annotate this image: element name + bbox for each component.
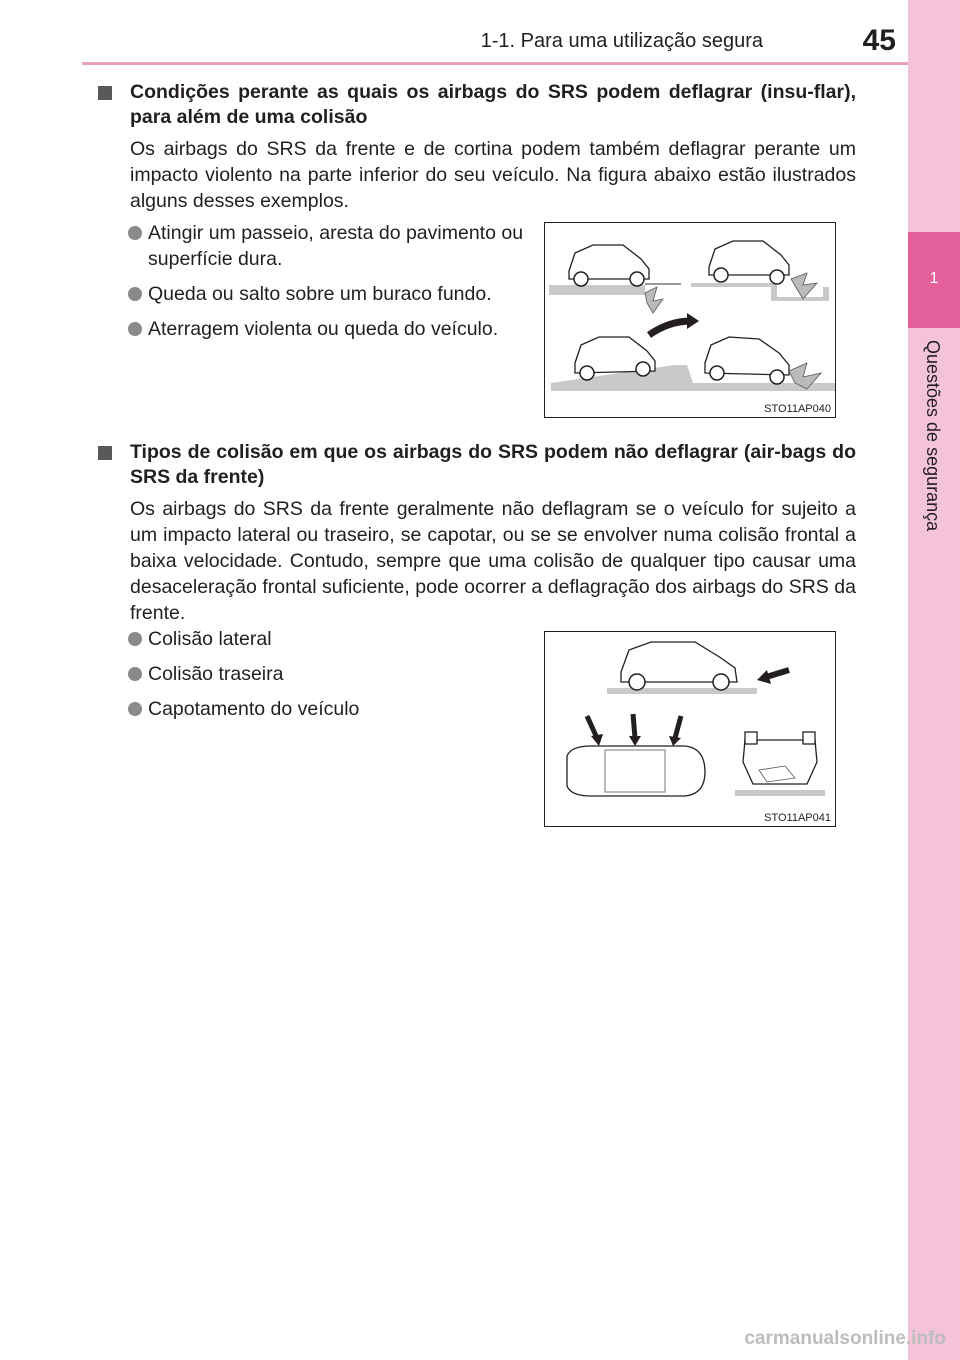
collision-types-illustration <box>545 632 835 826</box>
list-item <box>128 696 508 722</box>
section-title: 1-1. Para uma utilização segura <box>480 30 763 52</box>
list-item <box>128 220 528 272</box>
bullet-list <box>128 220 528 351</box>
circle-bullet-icon <box>128 702 142 716</box>
page-header <box>82 0 908 65</box>
chapter-tab <box>908 0 960 1360</box>
figure-code: STO11AP041 <box>764 812 831 824</box>
chapter-title: Questões de segurança <box>923 340 943 532</box>
chapter-number: 1 <box>929 270 939 287</box>
list-item <box>128 316 528 342</box>
car-side-collision-icon <box>567 714 705 796</box>
car-hitting-curb-icon <box>549 245 681 313</box>
list-item <box>128 661 508 687</box>
figure-collision-types <box>544 631 836 827</box>
section-airbag-no-deploy <box>96 440 856 626</box>
watermark: carmanualsonline.info <box>744 1328 946 1349</box>
section-airbag-deploy <box>96 80 856 214</box>
list-item-text: Queda ou salto sobre um buraco fundo. <box>148 283 492 305</box>
list-item <box>128 626 508 652</box>
section-heading <box>96 80 856 130</box>
circle-bullet-icon <box>128 322 142 336</box>
list-item-text: Atingir um passeio, aresta do pavimento ou superfície dura. <box>148 222 524 270</box>
car-rollover-icon <box>735 732 825 796</box>
square-bullet-icon <box>98 86 112 100</box>
circle-bullet-icon <box>128 632 142 646</box>
section-paragraph: Os airbags do SRS da frente e de cortina podem também deflagrar perante um impacto violento na parte inferior do seu veículo. Na figura abaixo estão ilustrados alguns desses exemplos. <box>130 138 856 212</box>
car-rear-collision-icon <box>607 642 789 694</box>
figure-code: STO11AP040 <box>764 403 831 415</box>
list-item <box>128 281 528 307</box>
car-drop-hole-icon <box>691 241 829 301</box>
section-heading-text: Tipos de colisão em que os airbags do SRS podem não deflagrar (air-bags do SRS da frente) <box>130 441 856 488</box>
page-number: 45 <box>862 24 896 57</box>
figure-underbody-impacts <box>544 222 836 418</box>
bullet-list <box>128 626 508 731</box>
section-paragraph: Os airbags do SRS da frente geralmente não deflagram se o veículo for sujeito a um impacto lateral ou traseiro, se capotar, ou se se envolver numa colisão frontal a baixa velocidade. Contudo, sempre que uma colisão de qualquer tipo causar uma desaceleração frontal suficiente, pode ocorrer a deflagração dos airbags do SRS da frente. <box>130 498 856 624</box>
list-item-text: Aterragem violenta ou queda do veículo. <box>148 318 499 340</box>
car-impact-illustration <box>545 223 835 417</box>
list-item-text: Colisão traseira <box>148 663 284 685</box>
circle-bullet-icon <box>128 287 142 301</box>
circle-bullet-icon <box>128 226 142 240</box>
section-heading <box>96 440 856 490</box>
square-bullet-icon <box>98 446 112 460</box>
list-item-text: Colisão lateral <box>148 628 272 650</box>
list-item-text: Capotamento do veículo <box>148 698 360 720</box>
car-landing-icon <box>551 313 835 391</box>
section-heading-text: Condições perante as quais os airbags do SRS podem deflagrar (insu-flar), para além de uma colisão <box>130 81 856 128</box>
circle-bullet-icon <box>128 667 142 681</box>
